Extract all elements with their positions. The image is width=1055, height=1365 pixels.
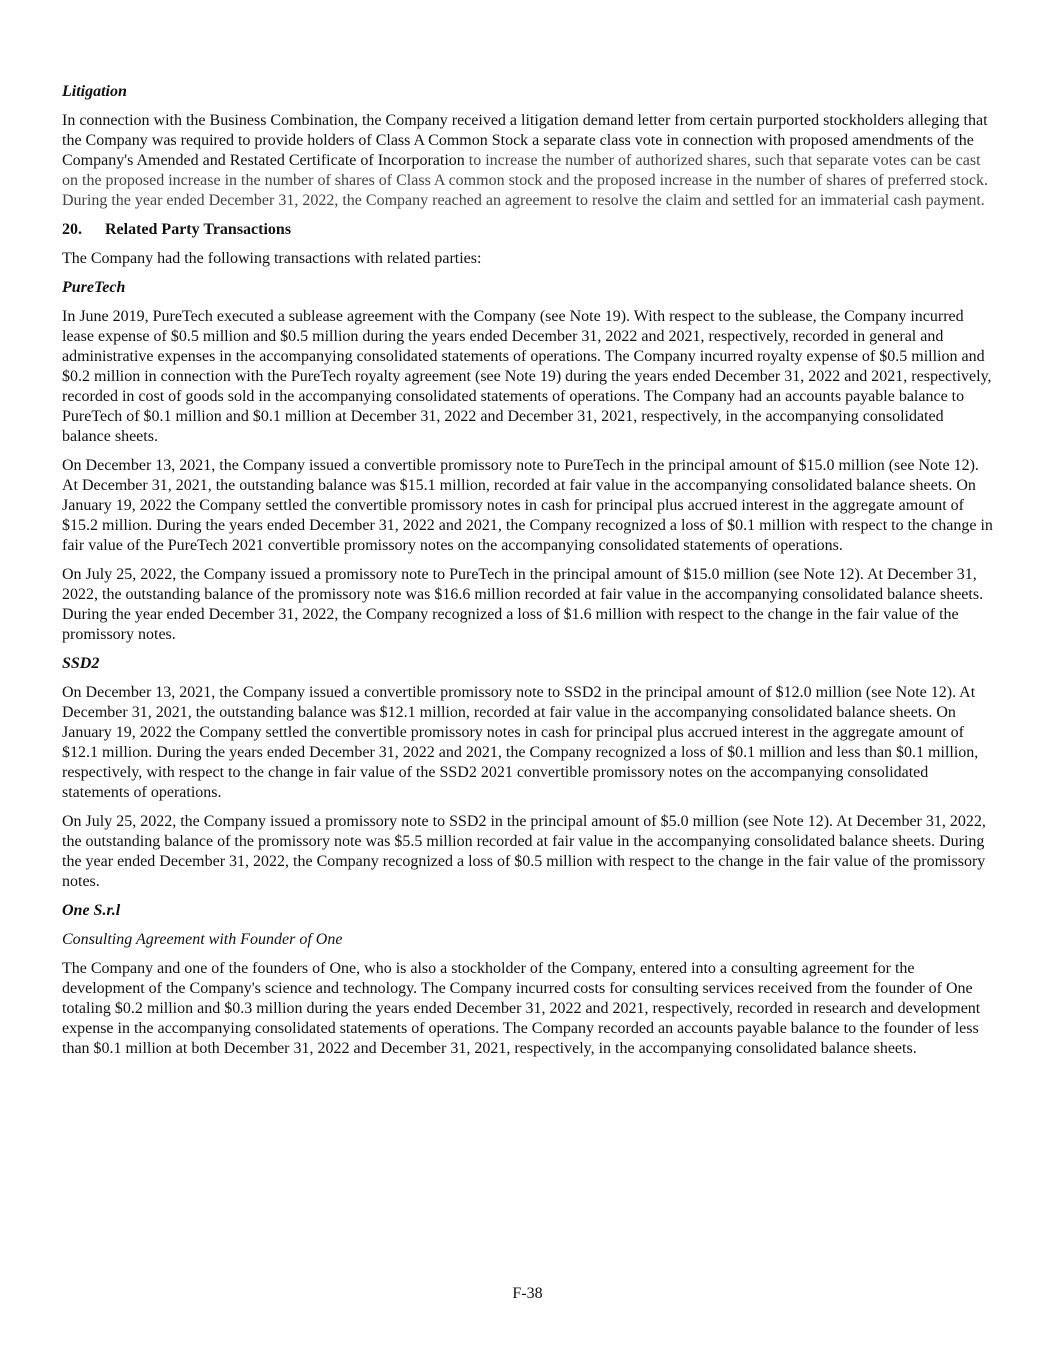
puretech-paragraph: On July 25, 2022, the Company issued a promissory note to PureTech in the principal amount of $15.0 million (see Note 12). At December 31, 2022, the outstanding balance of the promissory note was $16.6 million recorded at fair value in the accompanying consolidated balance sheets. During the year ended December 31, 2022, the Company recognized a loss of $1.6 million with respect to the change in the fair value of the promissory notes. xyxy=(62,566,984,643)
section-intro: The Company had the following transactions with related parties: xyxy=(62,250,482,267)
section-number: 20. xyxy=(62,221,82,238)
page-number: F-38 xyxy=(512,1285,543,1302)
one-heading: One S.r.l xyxy=(62,902,121,919)
litigation-text-b: to increase the number of authorized shares, such that separate votes can be cast on the proposed increase in the number of shares of Class A common stock and the proposed increase in the number of shares of preferred stock. During the year ended December 31, 2022, the Company reached an agreement to resolve the claim and settled for an immaterial cash payment. xyxy=(62,152,988,209)
ssd2-paragraph: On July 25, 2022, the Company issued a promissory note to SSD2 in the principal amount of $5.0 million (see Note 12). At December 31, 2022, the outstanding balance of the promissory note was $5.5 million recorded at fair value in the accompanying consolidated balance sheets. During the year ended December 31, 2022, the Company recognized a loss of $0.5 million with respect to the change in the fair value of the promissory notes. xyxy=(62,813,986,890)
litigation-text-a: In connection with the Business Combination, the Company received a litigation demand letter from certain purported stockholders alleging that the Company was required to provide holders of Class A Common Stock a separate class vote in connection with proposed amendments of the Company's Amended and Restated Certificate of Incorporation xyxy=(62,112,988,169)
document-body xyxy=(62,82,996,1068)
litigation-heading: Litigation xyxy=(62,83,127,100)
section-title: Related Party Transactions xyxy=(105,221,292,238)
puretech-paragraph: On December 13, 2021, the Company issued a convertible promissory note to PureTech in the principal amount of $15.0 million (see Note 12). At December 31, 2021, the outstanding balance was $15.1 million, recorded at fair value in the accompanying consolidated balance sheets. On January 19, 2022 the Company settled the convertible promissory notes in cash for principal plus accrued interest in the aggregate amount of $15.2 million. During the years ended December 31, 2022 and 2021, the Company recognized a loss of $0.1 million with respect to the change in fair value of the PureTech 2021 convertible promissory notes on the accompanying consolidated statements of operations. xyxy=(62,457,993,554)
section-heading xyxy=(62,220,996,240)
litigation-paragraph xyxy=(62,111,996,211)
one-subheading: Consulting Agreement with Founder of One xyxy=(62,931,343,948)
puretech-heading: PureTech xyxy=(62,279,126,296)
ssd2-paragraph: On December 13, 2021, the Company issued a convertible promissory note to SSD2 in the principal amount of $12.0 million (see Note 12). At December 31, 2021, the outstanding balance was $12.1 million, recorded at fair value in the accompanying consolidated balance sheets. On January 19, 2022 the Company settled the convertible promissory notes in cash for principal plus accrued interest in the aggregate amount of $12.1 million. During the years ended December 31, 2022 and 2021, the Company recognized a loss of $0.1 million and less than $0.1 million, respectively, with respect to the change in fair value of the SSD2 2021 convertible promissory notes on the accompanying consolidated statements of operations. xyxy=(62,684,979,801)
one-paragraph: The Company and one of the founders of One, who is also a stockholder of the Company, entered into a consulting agreement for the development of the Company's science and technology. The Company incurred costs for consulting services received from the founder of One totaling $0.2 million and $0.3 million during the years ended December 31, 2022 and 2021, respectively, recorded in research and development expense in the accompanying consolidated statements of operations. The Company recorded an accounts payable balance to the founder of less than $0.1 million at both December 31, 2022 and December 31, 2021, respectively, in the accompanying consolidated balance sheets. xyxy=(62,960,981,1057)
ssd2-heading: SSD2 xyxy=(62,655,100,672)
puretech-paragraph: In June 2019, PureTech executed a sublease agreement with the Company (see Note 19). With respect to the sublease, the Company incurred lease expense of $0.5 million and $0.5 million during the years ended December 31, 2022 and 2021, respectively, recorded in general and administrative expenses in the accompanying consolidated statements of operations. The Company incurred royalty expense of $0.5 million and $0.2 million in connection with the PureTech royalty agreement (see Note 19) during the years ended December 31, 2022 and 2021, respectively, recorded in cost of goods sold in the accompanying consolidated statements of operations. The Company had an accounts payable balance to PureTech of $0.1 million and $0.1 million at December 31, 2022 and December 31, 2021, respectively, in the accompanying consolidated balance sheets. xyxy=(62,308,992,445)
